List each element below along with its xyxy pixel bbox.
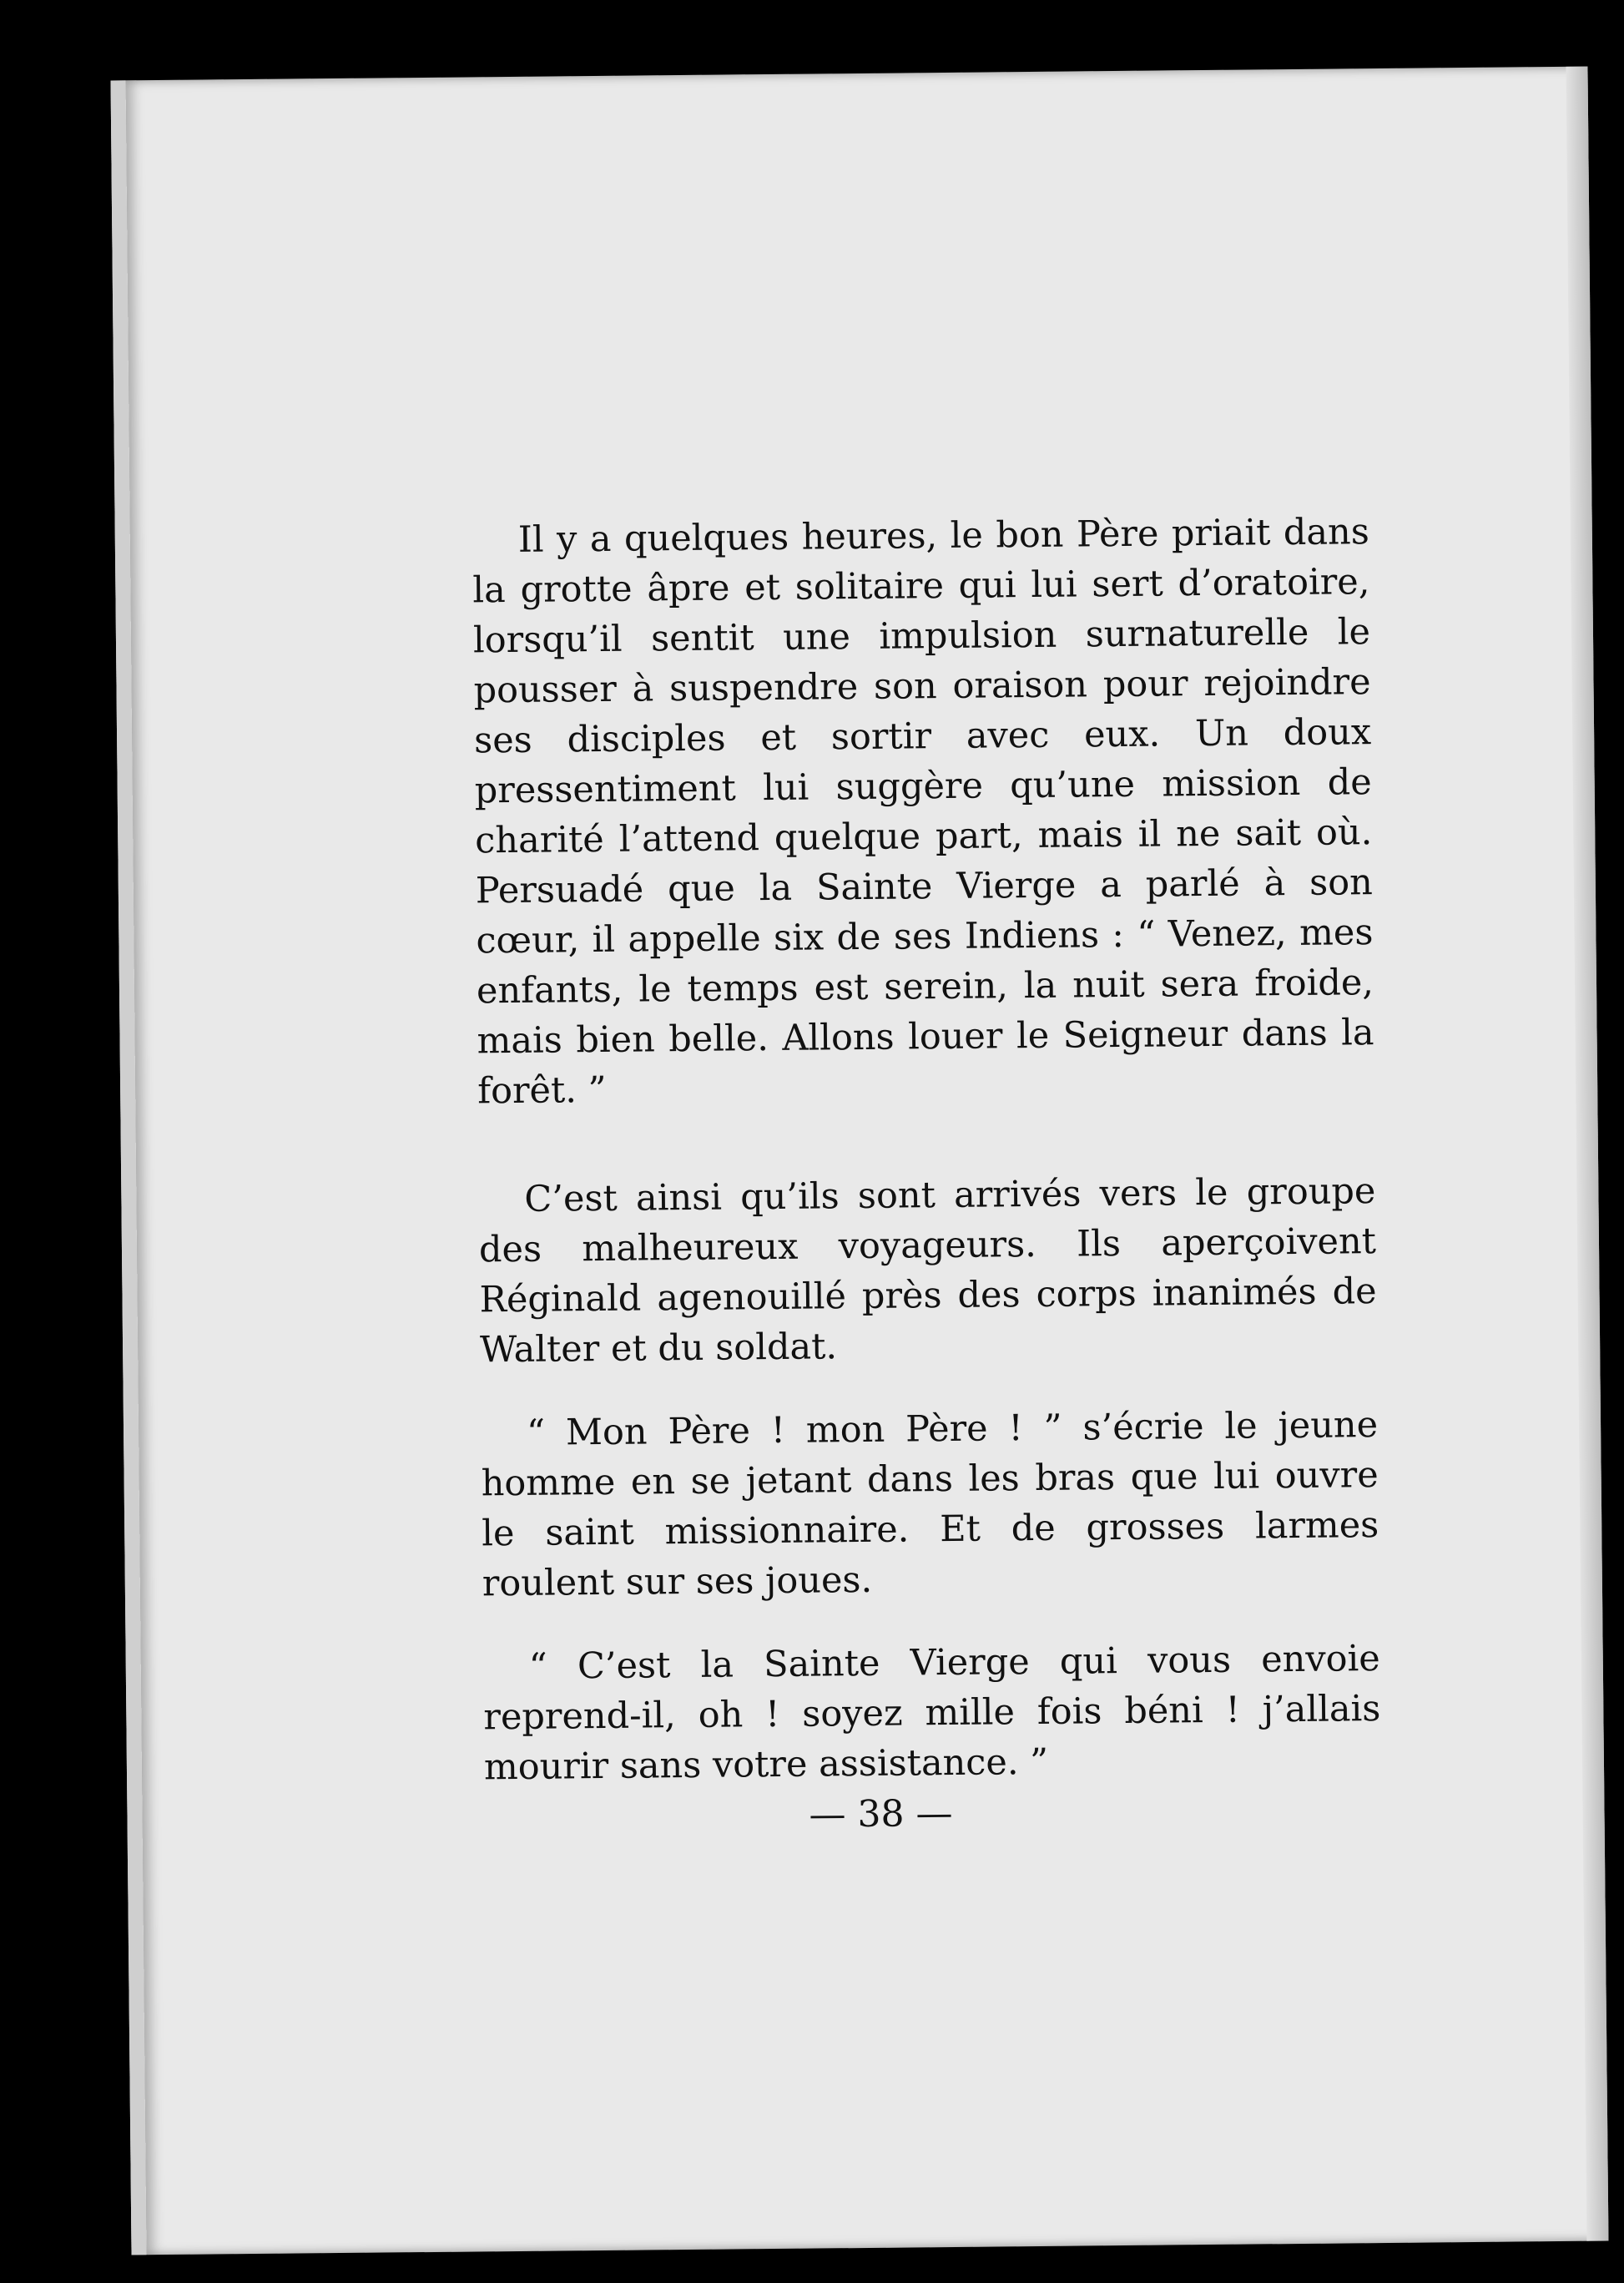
paragraph-4: “ C’est la Sainte Vierge qui vous envoie reprend-il, oh ! soyez mille fois béni ! j’allais mourir sans votre assistance. ” xyxy=(483,1638,1381,1789)
body-text xyxy=(472,507,1382,1792)
paragraph-2: C’est ainsi qu’ils sont arrivés vers le groupe des malheureux voyageurs. Ils aperçoivent Réginald agenouillé près des corps inanimés de Walter et du soldat. xyxy=(478,1170,1377,1371)
page-number: — 38 — xyxy=(809,1791,953,1836)
book-page xyxy=(111,67,1609,2255)
paragraph-1: Il y a quelques heures, le bon Père priait dans la grotte âpre et solitaire qui lui sert d’oratoire, lorsqu’il sentit une impulsion surnaturelle le pousser à suspendre son oraison pour rejoindre ses disciples et sortir avec eux. Un doux pressentiment lui suggère qu’une mission de charité l’attend quelque part, mais il ne sait où. Persuadé que la Sainte Vierge a parlé à son cœur, il appelle six de ses Indiens : “ Venez, mes enfants, le temps est serein, la nuit sera froide, mais bien belle. Allons louer le Seigneur dans la forêt. ” xyxy=(472,511,1374,1113)
paragraph-3: “ Mon Père ! mon Père ! ” s’écrie le jeune homme en se jetant dans les bras que lui ouvre le saint missionnaire. Et de grosses larmes roulent sur ses joues. xyxy=(481,1404,1379,1605)
